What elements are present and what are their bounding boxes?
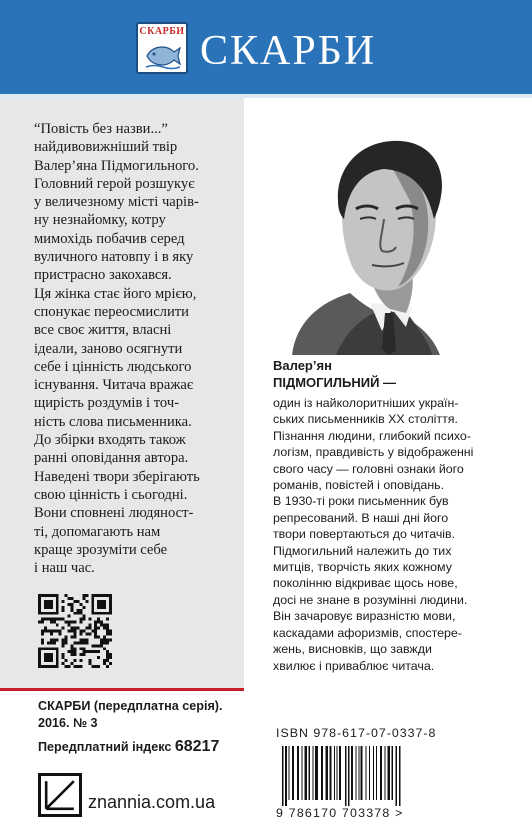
bio-line: твори повертаються до читачів. <box>273 527 456 542</box>
blurb-line: у величезному місті чарів- <box>34 194 199 211</box>
blurb-line: До збірки входять також <box>34 432 186 449</box>
isbn-number: ISBN 978-617-07-0337-8 <box>276 726 437 740</box>
blurb-line: все своє життя, власні <box>34 322 172 339</box>
subscription-index <box>38 738 219 756</box>
red-divider <box>0 688 244 691</box>
blurb-line: “Повість без назви...” <box>34 121 168 137</box>
blurb-line: ідеали, заново осягнути <box>34 340 183 357</box>
bio-line: митців, творчість яких кожному <box>273 560 452 575</box>
blurb-line: Головний герой розшукує <box>34 175 195 192</box>
subscription-index-label: Передплатний індекс <box>38 740 175 754</box>
blurb-line: спонукає переосмислити <box>34 303 189 320</box>
blurb-line: ті, допомагають нам <box>34 523 161 540</box>
blurb-line: себе і цінність людського <box>34 358 192 375</box>
series-logo-text: СКАРБИ <box>139 26 185 37</box>
blurb-line: ну незнайомку, котру <box>34 212 166 229</box>
bio-line: В 1930-ті роки письменник був <box>273 494 449 509</box>
author-first-name: Валер’ян <box>273 358 332 373</box>
blurb-line: свою цінність і сьогодні. <box>34 486 188 503</box>
series-issue-line: 2016. № 3 <box>38 716 98 730</box>
bio-line: досі не знане в розумінні людини. <box>273 592 468 607</box>
publisher-url: znannia.com.ua <box>88 792 216 812</box>
series-info <box>38 698 248 732</box>
qr-code-icon <box>38 594 112 668</box>
bio-line: каскадами афоризмів, спостере- <box>273 625 462 640</box>
book-blurb <box>34 120 239 577</box>
blurb-line: існування. Читача вражає <box>34 377 194 394</box>
bio-line: Підмогильний належить до тих <box>273 543 452 558</box>
blurb-line: мимохідь побачив серед <box>34 230 185 247</box>
series-header <box>0 0 532 98</box>
blurb-line: найдивовижніший твір <box>34 139 178 156</box>
bio-line: хвилює і приваблює читача. <box>273 658 435 673</box>
author-bio <box>273 395 523 674</box>
bio-line: один із найколоритніших україн- <box>273 396 459 410</box>
bio-line: романів, повістей і оповідань. <box>273 478 445 493</box>
series-logo <box>136 22 188 74</box>
blurb-line: Ця жінка стає його мрією, <box>34 285 197 302</box>
bio-line: свого часу — головні ознаки його <box>273 461 464 476</box>
blurb-line: Наведені твори зберігають <box>34 468 200 485</box>
blurb-line: пристрасно закохався. <box>34 267 172 284</box>
fish-emblem-icon <box>144 40 182 70</box>
bio-line: Пізнання людини, глибокий психо- <box>273 428 471 443</box>
blurb-line: щирість роздумів і точ- <box>34 395 180 412</box>
bio-line: Він зачаровує виразністю мови, <box>273 609 456 624</box>
blurb-line: ність слова письменника. <box>34 413 192 430</box>
subscription-index-value: 68217 <box>174 738 220 755</box>
blurb-line: Вони сповнені людяност- <box>34 505 194 522</box>
publisher-logo-icon <box>38 773 82 817</box>
bio-line: жень, висновків, що завжди <box>273 642 432 657</box>
author-last-name: ПІДМОГИЛЬНИЙ — <box>273 375 397 390</box>
bio-line: репресований. В наші дні його <box>273 510 449 525</box>
blurb-line: і наш час. <box>34 560 95 577</box>
bio-line: логізм, правдивість у відображенні <box>273 445 474 460</box>
blurb-line: краще зрозуміти себе <box>34 541 168 558</box>
barcode-icon <box>276 746 496 806</box>
bio-line: ських письменників XX століття. <box>273 412 458 427</box>
series-title: СКАРБИ <box>200 28 377 74</box>
blurb-line: ранні оповідання автора. <box>34 450 189 467</box>
barcode-digits: 9 786170 703378 > <box>276 806 404 820</box>
series-info-line: СКАРБИ (передплатна серія). <box>38 699 223 713</box>
author-portrait-icon <box>272 127 512 355</box>
bio-line: поколінню відкриває щось нове, <box>273 576 458 591</box>
blurb-line: Валер’яна Підмогильного. <box>34 157 199 174</box>
blurb-line: вуличного натовпу і в яку <box>34 249 194 266</box>
